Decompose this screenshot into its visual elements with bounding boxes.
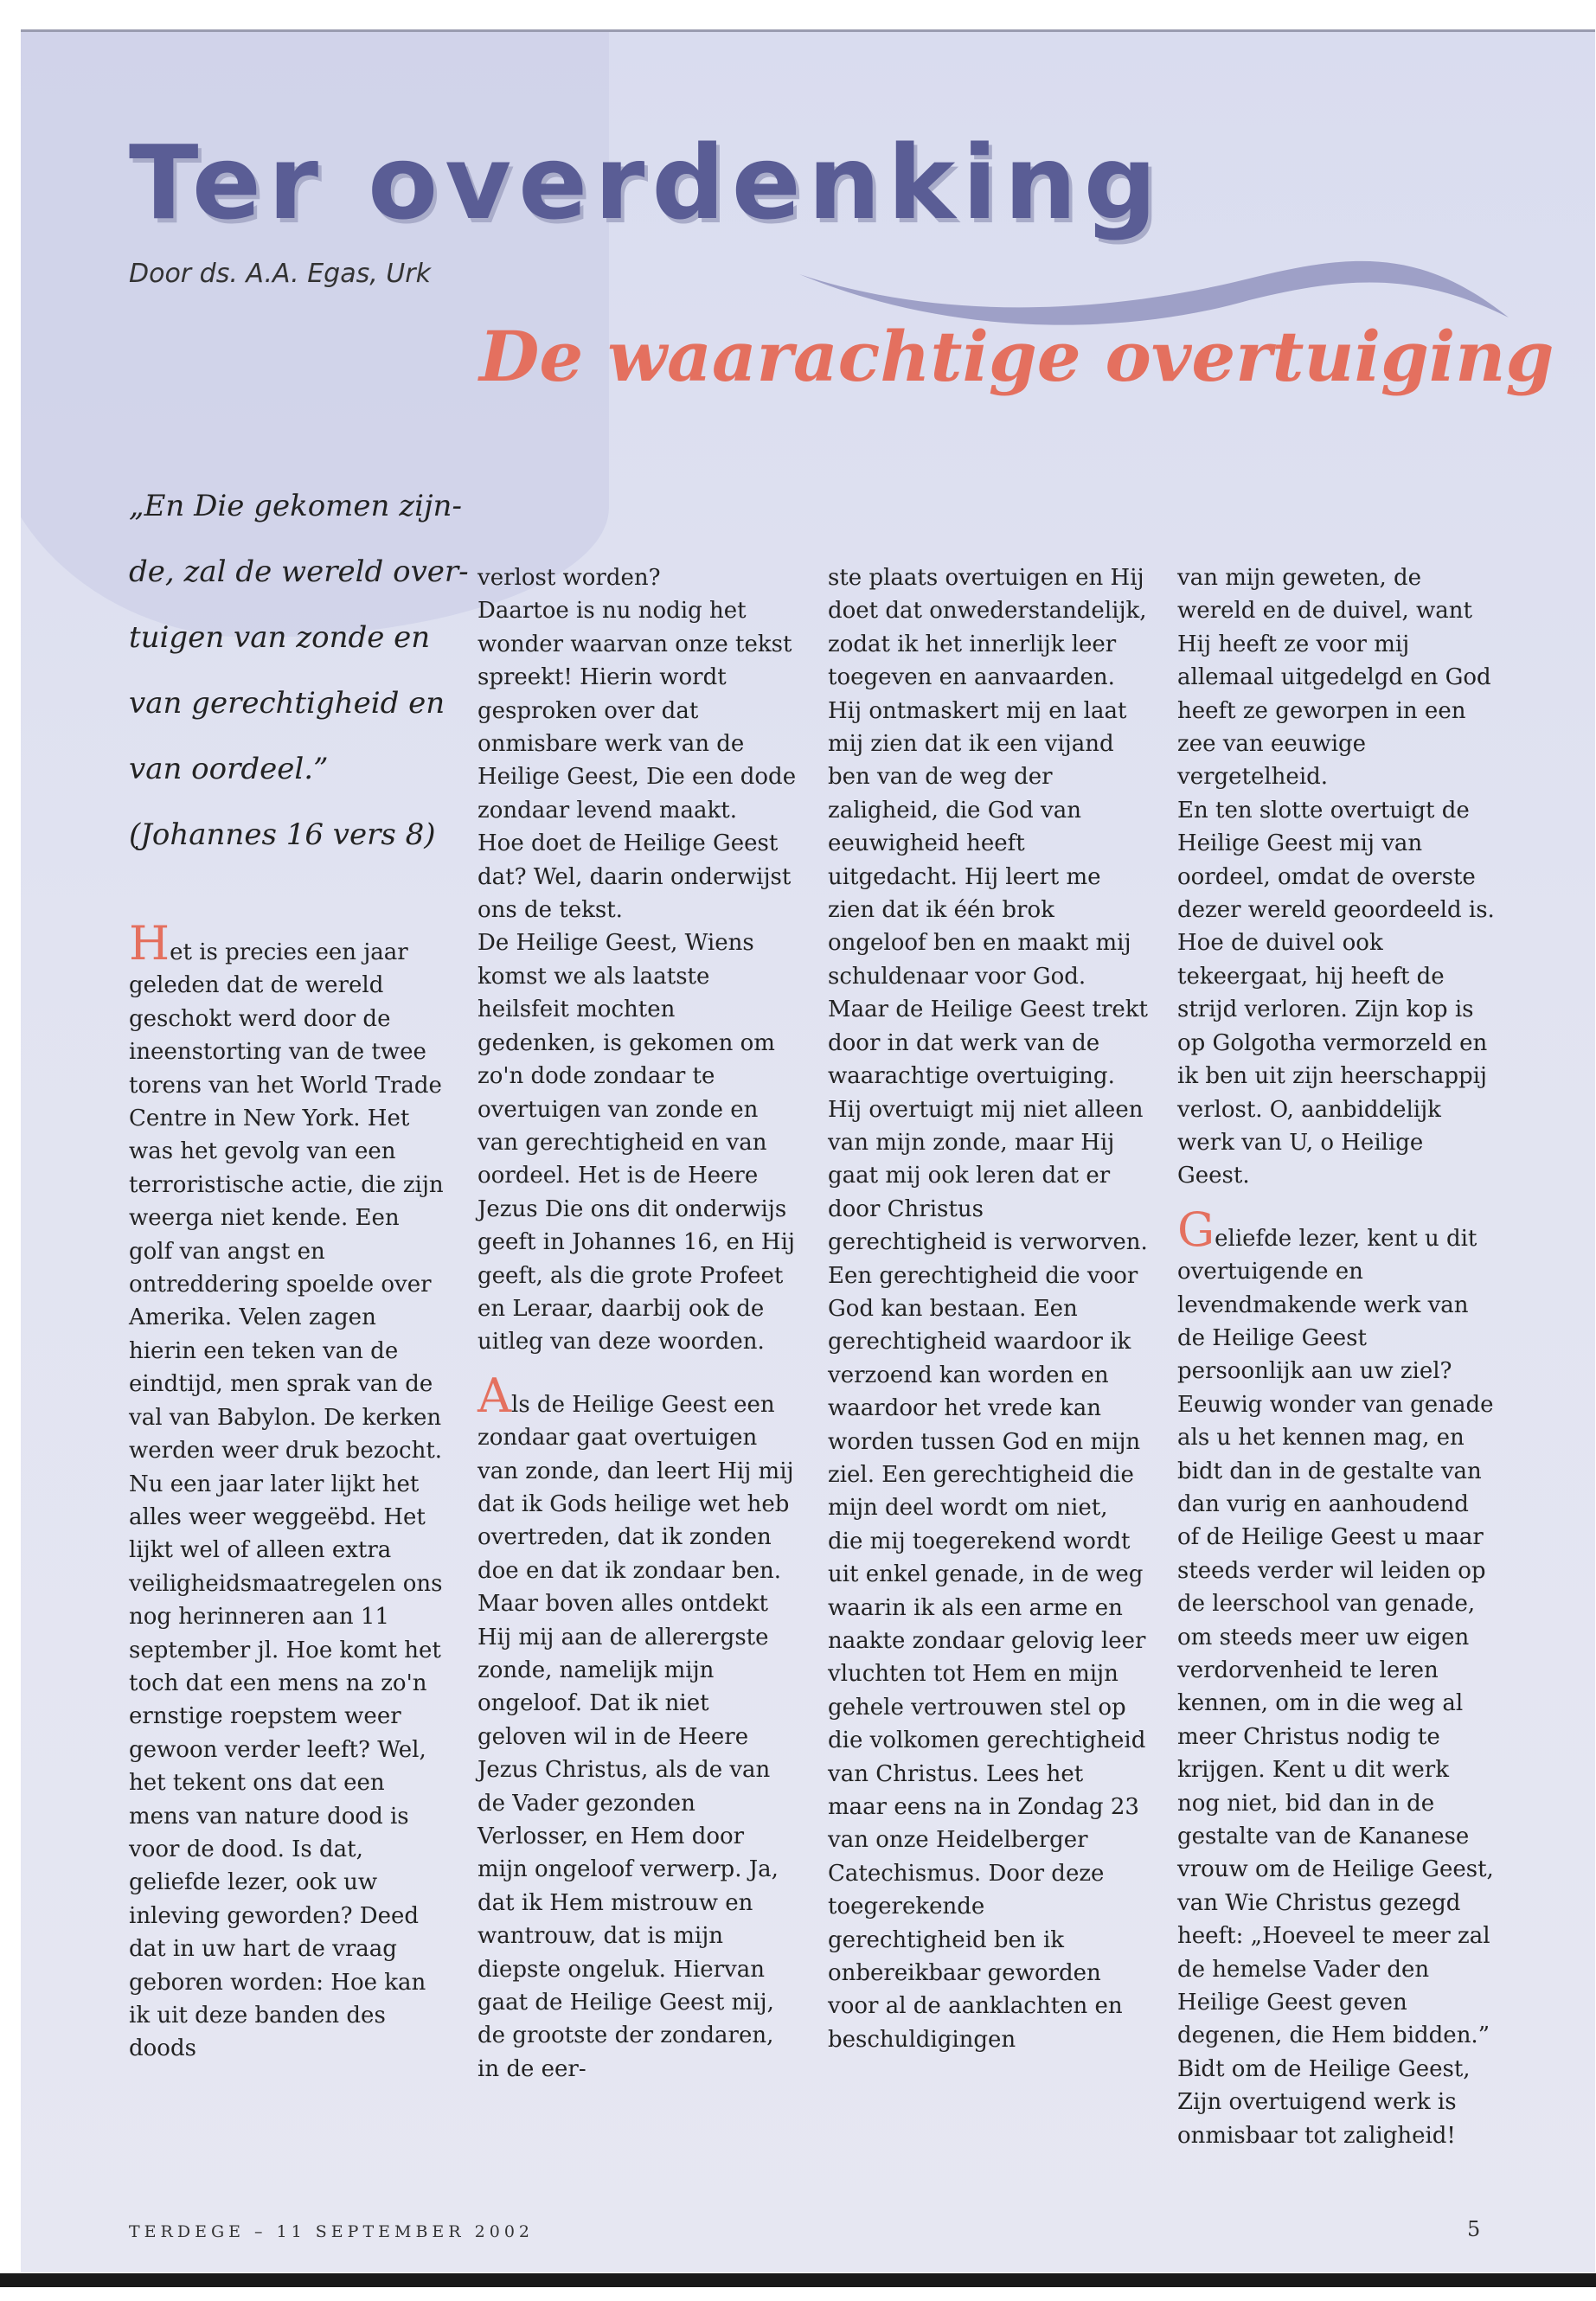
paragraph: Hoe doet de Heilige Geest dat? Wel, daarin onderwijst ons de tekst. bbox=[478, 830, 792, 924]
paragraph: ste plaats overtuigen en Hij doet dat onwederstandelijk, zodat ik het innerlijk leer toegeven en aanvaarden. Hij ontmaskert mij en laat mij zien dat ik een vijand ben van de weg der zaligheid, die God van eeuwigheid heeft uitgedacht. Hij leert me zien dat ik één brok ongeloof ben en maakt mij schuldenaar voor God. bbox=[828, 565, 1147, 990]
text-column-3 bbox=[828, 561, 1148, 2056]
text-column-4 bbox=[1177, 561, 1497, 2152]
bible-quote bbox=[129, 473, 475, 868]
paragraph bbox=[129, 916, 449, 1468]
quote-line: tuigen van zonde en bbox=[129, 620, 431, 655]
text-column-2 bbox=[478, 561, 798, 2086]
article-subtitle: De waarachtige overtuiging bbox=[479, 316, 1554, 397]
quote-line: van oordeel.” bbox=[129, 752, 329, 786]
drop-cap: A bbox=[478, 1368, 511, 1423]
paragraph bbox=[1177, 1202, 1497, 2053]
paragraph: Nu een jaar later lijkt het alles weer weggeëbd. Het lijkt wel of alleen extra veiligheidsmaatregelen ons nog herinneren aan 11 september jl. Hoe komt het toch dat een mens na zo'n ernstige roepstem weer gewoon verder leeft? Wel, het tekent ons dat een mens van nature dood is voor de dood. Is dat, geliefde lezer, ook uw inleving geworden? Deed dat in uw hart de vraag geboren worden: Hoe kan ik uit deze banden des doods bbox=[129, 1471, 443, 2062]
quote-reference: (Johannes 16 vers 8) bbox=[129, 817, 436, 852]
quote-line: van gerechtigheid en bbox=[129, 686, 445, 721]
drop-cap: H bbox=[129, 916, 170, 971]
paragraph-text: eliefde lezer, kent u dit overtuigende en levendmakende werk van de Heilige Geest persoonlijk aan uw ziel? Eeuwig wonder van genade als u het kennen mag, en bidt dan in de gestalte van dan vurig en aanhoudend of de Heilige Geest u maar steeds verder wil leiden op de leerschool van genade, om steeds meer uw eigen verdorvenheid te leren kennen, om in die weg al meer Christus nodig te krijgen. Kent u dit werk nog niet, bid dan in de gestalte van de Kananese vrouw om de Heilige Geest, van Wie Christus gezegd heeft: „Hoeveel te meer zal de hemelse Vader den Heilige Geest geven degenen, die Hem bidden.” bbox=[1177, 1225, 1494, 2049]
paragraph: Daartoe is nu nodig het wonder waarvan onze tekst spreekt! Hierin wordt gesproken over dat onmisbare werk van de Heilige Geest, Die een dode zondaar levend maakt. bbox=[478, 598, 797, 824]
paragraph: Bidt om de Heilige Geest, Zijn overtuigend werk is onmisbaar tot zaligheid! bbox=[1177, 2055, 1471, 2149]
paragraph: verlost worden? bbox=[478, 565, 661, 591]
scan-edge-bar bbox=[0, 2273, 1596, 2287]
paragraph bbox=[478, 1368, 798, 2086]
magazine-page bbox=[21, 29, 1595, 2272]
paragraph: van mijn geweten, de wereld en de duivel, want Hij heeft ze voor mij allemaal uitgedelgd en God heeft ze geworpen in een zee van eeuwige vergetelheid. bbox=[1177, 565, 1491, 791]
quote-line: de, zal de wereld over- bbox=[129, 554, 469, 589]
drop-cap: G bbox=[1177, 1202, 1215, 1257]
text-column-1 bbox=[129, 916, 449, 2066]
paragraph: En ten slotte overtuigt de Heilige Geest mij van oordeel, omdat de overste dezer wereld geoordeeld is. Hoe de duivel ook tekeergaat, hij heeft de strijd verloren. Zijn kop is op Golgotha vermorzeld en ik ben uit zijn heerschappij verlost. O, aanbiddelijk werk van U, o Heilige Geest. bbox=[1177, 797, 1495, 1189]
footer-publication: TERDEGE – 11 SEPTEMBER 2002 bbox=[129, 2222, 534, 2241]
author-byline: Door ds. A.A. Egas, Urk bbox=[129, 259, 431, 289]
page-title: Ter overdenking bbox=[129, 123, 1164, 242]
paragraph: De Heilige Geest, Wiens komst we als laatste heilsfeit mochten gedenken, is gekomen om zo'n dode zondaar te overtuigen van zonde en van gerechtigheid en van oordeel. Het is de Heere Jezus Die ons dit onderwijs geeft in Johannes 16, en Hij geeft, als die grote Profeet en Leraar, daarbij ook de uitleg van deze woorden. bbox=[478, 930, 795, 1356]
page-number: 5 bbox=[1467, 2217, 1481, 2241]
paragraph: Maar de Heilige Geest trekt door in dat werk van de waarachtige overtuiging. Hij overtuigt mij niet alleen van mijn zonde, maar Hij gaat mij ook leren dat er door Christus gerechtigheid is verworven. Een gerechtigheid die voor God kan bestaan. Een gerechtigheid waardoor ik verzoend kan worden en waardoor het vrede kan worden tussen God en mijn ziel. Een gerechtigheid die mijn deel wordt om niet, die mij toegerekend wordt uit enkel genade, in de weg waarin ik als een arme en naakte zondaar gelovig leer vluchten tot Hem en mijn gehele vertrouwen stel op die volkomen gerechtigheid van Christus. Lees het maar eens na in Zondag 23 van onze Heidelberger Catechismus. Door deze toegerekende gerechtigheid ben ik onbereikbaar geworden voor al de aanklachten en beschuldigingen bbox=[828, 997, 1148, 2053]
quote-line: „En Die gekomen zijn- bbox=[129, 489, 462, 523]
paragraph-text: ls de Heilige Geest een zondaar gaat overtuigen van zonde, dan leert Hij mij dat ik Gods heilige wet heb overtreden, dat ik zonden doe en dat ik zondaar ben. Maar boven alles ontdekt Hij mij aan de allerergste zonde, namelijk mijn ongeloof. Dat ik niet geloven wil in de Heere Jezus Christus, als de van de Vader gezonden Verlosser, en Hem door mijn ongeloof verwerp. Ja, dat ik Hem mistrouw en wantrouw, dat is mijn diepste ongeluk. Hiervan gaat de Heilige Geest mij, de grootste der zondaren, in de eer- bbox=[478, 1391, 794, 2082]
paragraph-text: et is precies een jaar geleden dat de wereld geschokt werd door de ineenstorting van de twee torens van het World Trade Centre in New York. Het was het gevolg van een terroristische actie, die zijn weerga niet kende. Een golf van angst en ontreddering spoelde over Amerika. Velen zagen hierin een teken van de eindtijd, men sprak van de val van Babylon. De kerken werden weer druk bezocht. bbox=[129, 939, 444, 1465]
